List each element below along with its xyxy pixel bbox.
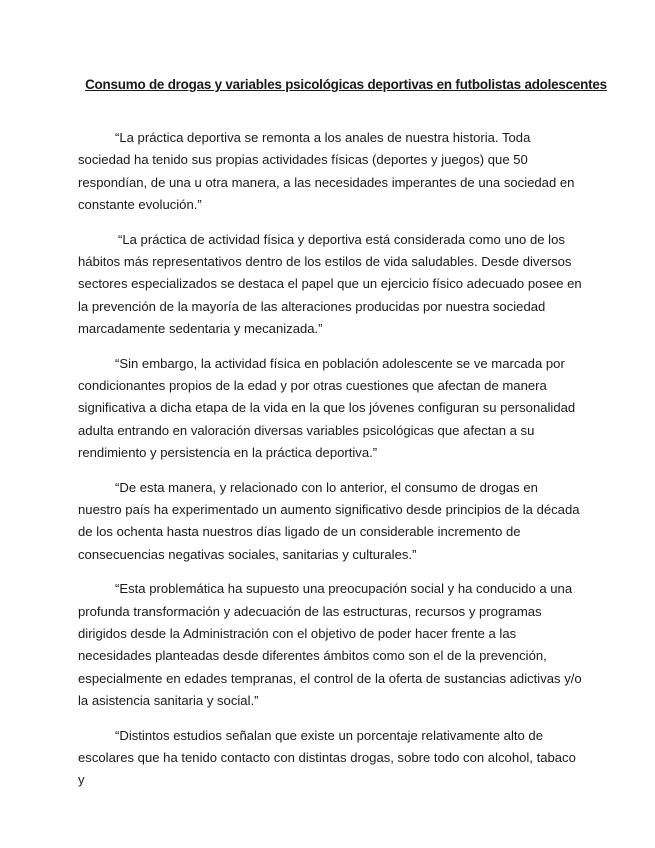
paragraph-2: “La práctica de actividad física y deportiva está considerada como uno de los hábitos más representativos dentro de los estilos de vida saludables. Desde diversos sectores especializados se destaca el papel que un ejercicio físico adecuado posee en la prevención de la mayoría de las alteraciones producidas por nuestra sociedad marcadamente sedentaria y mecanizada.” — [78, 231, 582, 336]
document-title: Consumo de drogas y variables psicológicas deportivas en futbolistas adolescentes — [85, 77, 607, 92]
paragraph-5: “Esta problemática ha supuesto una preocupación social y ha conducido a una profunda transformación y adecuación de las estructuras, recursos y programas dirigidos desde la Administración con el objetivo de poder hacer frente a las necesidades planteadas desde diferentes ámbitos como son el de la prevención, especialmente en edades tempranas, el control de la oferta de sustancias adictivas y/o la asistencia sanitaria y social.” — [78, 581, 582, 708]
paragraph-6: “Distintos estudios señalan que existe un porcentaje relativamente alto de escolares que ha tenido contacto con distintas drogas, sobre todo con alcohol, tabaco y — [78, 727, 576, 788]
paragraph-1: “La práctica deportiva se remonta a los anales de nuestra historia. Toda sociedad ha tenido sus propias actividades físicas (deportes y juegos) que 50 respondían, de una u otra manera, a las necesidades imperantes de una sociedad en constante evolución.” — [78, 130, 575, 212]
paragraph-3: “Sin embargo, la actividad física en población adolescente se ve marcada por condicionantes propios de la edad y por otras cuestiones que afectan de manera significativa a dicha etapa de la vida en la que los jóvenes configuran su personalidad adulta entrando en valoración diversas variables psicológicas que afectan a su rendimiento y persistencia en la práctica deportiva.” — [78, 355, 576, 460]
paragraph-4: “De esta manera, y relacionado con lo anterior, el consumo de drogas en nuestro país ha experimentado un aumento significativo desde principios de la década de los ochenta hasta nuestros días ligado de un considerable incremento de consecuencias negativas sociales, sanitarias y culturales.” — [78, 479, 580, 562]
document-body — [78, 127, 583, 804]
